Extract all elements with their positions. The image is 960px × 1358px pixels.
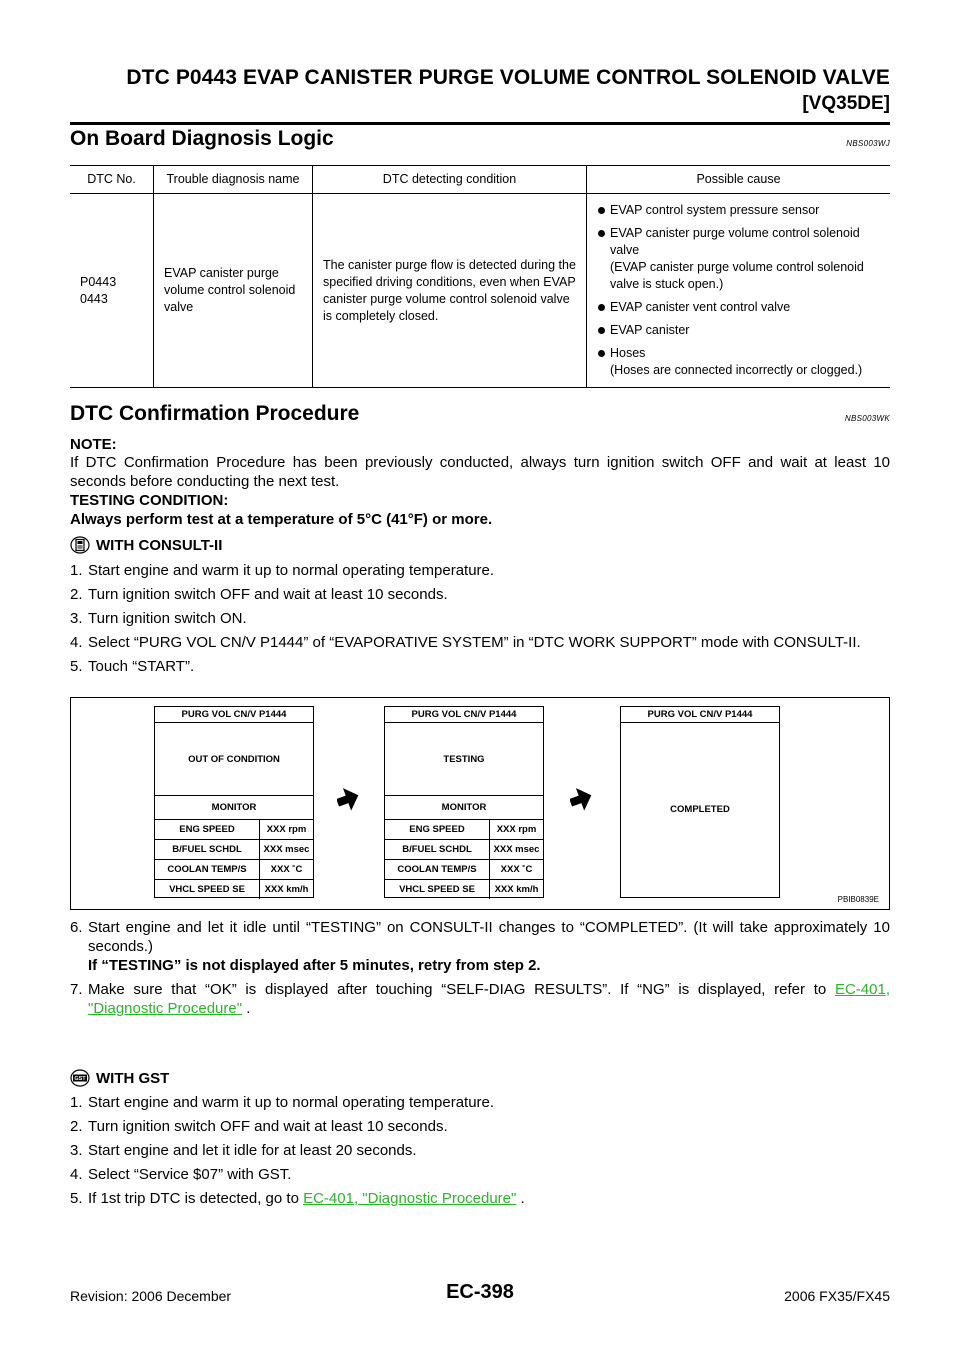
- list-item: [70, 980, 890, 1018]
- diagnostic-procedure-link[interactable]: EC-401, "Diagnostic Procedure": [88, 981, 890, 1017]
- step-text: Turn ignition switch OFF and wait at least 10 seconds.: [88, 1118, 448, 1135]
- step-text: If 1st trip DTC is detected, go to: [88, 1190, 304, 1207]
- section-code-obd-logic: NBS003WJ: [846, 139, 890, 148]
- step-number: 4.: [70, 634, 83, 651]
- list-item: [70, 657, 890, 676]
- page-number: EC-398: [446, 1281, 514, 1303]
- cause-detail: (EVAP canister purge volume control solenoid valve is stuck open.): [610, 260, 864, 291]
- arrow-right-icon: [337, 786, 359, 812]
- step-text: Start engine and let it idle until “TESTING” on CONSULT-II changes to “COMPLETED”. (It will take approximately 10 seconds.): [88, 919, 890, 955]
- monitor-item-value: XXX rpm: [496, 824, 537, 835]
- monitor-item-value: XXX msec: [493, 844, 540, 855]
- engine-code: [VQ35DE]: [802, 93, 890, 114]
- cell-detecting-condition: The canister purge flow is detected during the specified driving conditions, even when EVAP canister purge volume control solenoid valve is completely closed.: [313, 194, 587, 388]
- step-text: Turn ignition switch ON.: [88, 610, 247, 627]
- monitor-item-value: XXX rpm: [266, 824, 307, 835]
- gst-method-heading: [70, 1069, 169, 1087]
- cause-text: Hoses: [610, 346, 646, 360]
- table-row: [70, 194, 890, 388]
- step-text: Make sure that “OK” is displayed after touching “SELF-DIAG RESULTS”. If “NG” is displayed, refer to: [88, 981, 835, 998]
- list-item: [597, 345, 884, 379]
- step-number: 3.: [70, 610, 83, 627]
- step-number: 7.: [70, 981, 83, 998]
- footer-revision: Revision: 2006 December: [70, 1288, 232, 1304]
- monitor-item-label: ENG SPEED: [385, 820, 490, 839]
- step-text: Start engine and warm it up to normal operating temperature.: [88, 1094, 495, 1111]
- monitor-item-value: XXX km/h: [494, 884, 539, 895]
- list-item: [70, 1117, 890, 1136]
- arrow-right-icon: [570, 786, 592, 812]
- monitor-item-value: XXX km/h: [264, 884, 309, 895]
- consult-method-title: WITH CONSULT-II: [96, 536, 223, 554]
- list-item: EVAP canister: [597, 322, 884, 339]
- th-possible-cause: Possible cause: [587, 166, 891, 194]
- th-detecting-condition: DTC detecting condition: [313, 166, 587, 194]
- screen-title: PURG VOL CN/V P1444: [155, 707, 313, 723]
- step-text-tail: .: [242, 1000, 251, 1017]
- list-item: [597, 225, 884, 293]
- monitor-item-label: COOLAN TEMP/S: [155, 860, 260, 879]
- figure-id: PBIB0839E: [837, 895, 879, 904]
- step-bold-note: If “TESTING” is not displayed after 5 minutes, retry from step 2.: [88, 957, 541, 974]
- footer-model: 2006 FX35/FX45: [784, 1288, 890, 1304]
- list-item: [70, 609, 890, 628]
- list-item: EVAP canister vent control valve: [597, 299, 884, 316]
- consult-screen-out-of-condition: [154, 706, 314, 898]
- cause-text: EVAP canister purge volume control solenoid valve: [610, 226, 860, 257]
- step-number: 5.: [70, 1190, 83, 1207]
- step-number: 2.: [70, 1118, 83, 1135]
- list-item: [70, 1141, 890, 1160]
- list-item: [70, 633, 890, 652]
- th-trouble-name: Trouble diagnosis name: [154, 166, 313, 194]
- monitor-item-label: VHCL SPEED SE: [385, 880, 490, 899]
- header-rule: [70, 122, 890, 125]
- step-number: 3.: [70, 1142, 83, 1159]
- cell-trouble-name: EVAP canister purge volume control solenoid valve: [154, 194, 313, 388]
- monitor-row: [155, 860, 313, 880]
- step-text: Turn ignition switch OFF and wait at least 10 seconds.: [88, 586, 448, 603]
- consult-screen-testing: [384, 706, 544, 898]
- monitor-item-label: B/FUEL SCHDL: [155, 840, 260, 859]
- list-item: EVAP control system pressure sensor: [597, 202, 884, 219]
- list-item: [70, 1093, 890, 1112]
- step-text: Start engine and warm it up to normal operating temperature.: [88, 562, 495, 579]
- step-number: 6.: [70, 919, 83, 936]
- screen-status: TESTING: [385, 723, 543, 796]
- diagnostic-procedure-link[interactable]: EC-401, "Diagnostic Procedure": [303, 1190, 517, 1207]
- step-text-tail: .: [516, 1190, 525, 1207]
- cell-possible-cause: [587, 194, 891, 388]
- screen-monitor-label: MONITOR: [385, 796, 543, 820]
- monitor-item-label: ENG SPEED: [155, 820, 260, 839]
- dtc-code-alt: 0443: [80, 291, 108, 306]
- gst-tool-icon: [70, 1069, 90, 1087]
- monitor-item-label: COOLAN TEMP/S: [385, 860, 490, 879]
- list-item: [70, 1189, 890, 1208]
- note-label: NOTE:: [70, 436, 117, 453]
- note-text: If DTC Confirmation Procedure has been previously conducted, always turn ignition switch OFF and wait at least 10 seconds before conducting the next test.: [70, 454, 890, 490]
- monitor-item-value: XXX ˚C: [270, 864, 303, 875]
- section-heading-dtc-confirmation: DTC Confirmation Procedure: [70, 402, 360, 425]
- monitor-row: [385, 860, 543, 880]
- th-dtc-no: DTC No.: [70, 166, 154, 194]
- gst-method-title: WITH GST: [96, 1069, 170, 1087]
- section-code-dtc-confirmation: NBS003WK: [844, 414, 890, 423]
- testing-condition-label: TESTING CONDITION:: [70, 492, 229, 509]
- step-number: 1.: [70, 562, 83, 579]
- consult-method-heading: [70, 536, 222, 554]
- monitor-row: [385, 820, 543, 840]
- consult-steps: [70, 561, 890, 681]
- list-item: [70, 585, 890, 604]
- monitor-item-value: XXX msec: [263, 844, 310, 855]
- step-text: Select “PURG VOL CN/V P1444” of “EVAPORATIVE SYSTEM” in “DTC WORK SUPPORT” mode with CONSULT-II.: [88, 634, 861, 651]
- monitor-row: [155, 880, 313, 899]
- list-item: [70, 918, 890, 975]
- table-header-row: [70, 166, 890, 194]
- page-header-title: DTC P0443 EVAP CANISTER PURGE VOLUME CONTROL SOLENOID VALVE: [126, 66, 890, 89]
- list-item: [70, 561, 890, 580]
- step-number: 2.: [70, 586, 83, 603]
- svg-text:GST: GST: [74, 1076, 86, 1082]
- testing-condition-text: Always perform test at a temperature of 5°C (41°F) or more.: [70, 511, 493, 528]
- monitor-row: [155, 840, 313, 860]
- cause-list: [597, 202, 884, 379]
- list-item: [70, 1165, 890, 1184]
- monitor-item-value: XXX ˚C: [500, 864, 533, 875]
- screen-title: PURG VOL CN/V P1444: [385, 707, 543, 723]
- gst-steps: [70, 1093, 890, 1213]
- cause-detail: (Hoses are connected incorrectly or clogged.): [610, 363, 863, 377]
- monitor-row: [385, 880, 543, 899]
- consult-screen-figure: [70, 697, 890, 910]
- dtc-table: [70, 165, 890, 388]
- step-number: 1.: [70, 1094, 83, 1111]
- cell-dtc-no: [70, 194, 154, 388]
- monitor-row: [385, 840, 543, 860]
- step-text: Touch “START”.: [88, 658, 195, 675]
- step-text: Select “Service $07” with GST.: [88, 1166, 292, 1183]
- dtc-code: P0443: [80, 274, 117, 289]
- consult-steps-continued: [70, 918, 890, 1023]
- screen-status: OUT OF CONDITION: [155, 723, 313, 796]
- step-text: Start engine and let it idle for at least 20 seconds.: [88, 1142, 417, 1159]
- screen-title: PURG VOL CN/V P1444: [621, 707, 779, 723]
- monitor-item-label: B/FUEL SCHDL: [385, 840, 490, 859]
- step-number: 5.: [70, 658, 83, 675]
- section-heading-obd-logic: On Board Diagnosis Logic: [70, 127, 334, 150]
- consult-screen-completed: [620, 706, 780, 898]
- step-number: 4.: [70, 1166, 83, 1183]
- monitor-item-label: VHCL SPEED SE: [155, 880, 260, 899]
- screen-status: COMPLETED: [670, 804, 730, 815]
- consult-tool-icon: [70, 536, 90, 554]
- monitor-row: [155, 820, 313, 840]
- screen-monitor-label: MONITOR: [155, 796, 313, 820]
